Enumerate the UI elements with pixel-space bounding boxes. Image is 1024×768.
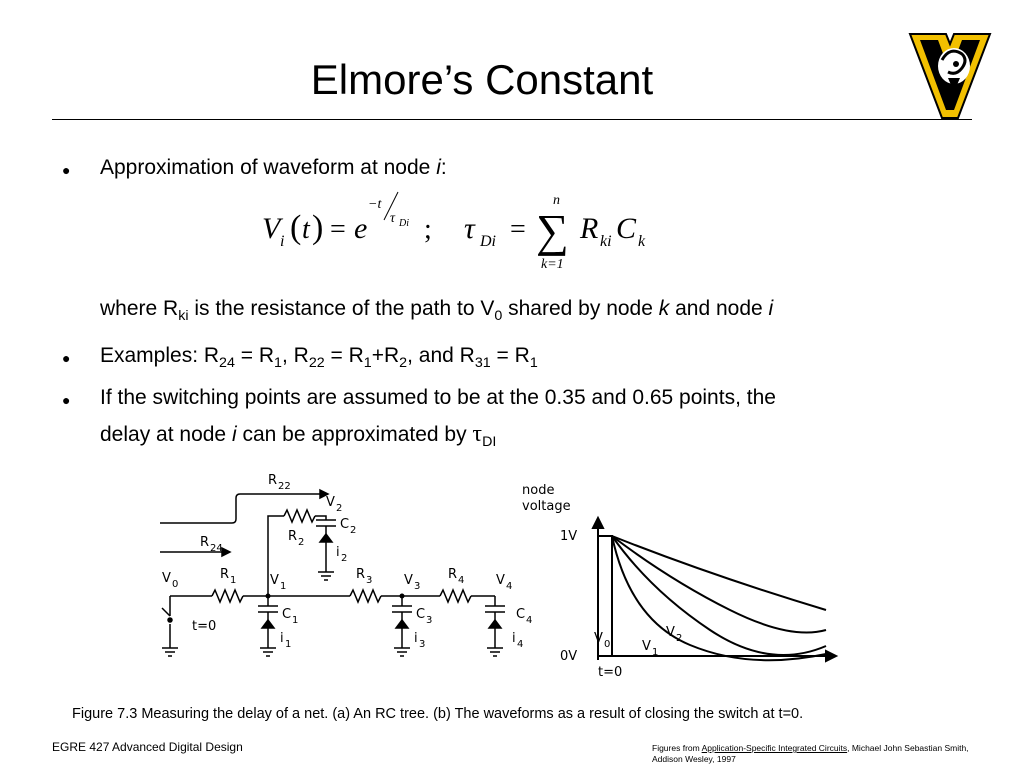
formula-sum: ∑	[536, 205, 569, 256]
formula-exp-tau: τ	[390, 211, 396, 226]
formula-eq: =	[330, 214, 346, 245]
svg-text:C: C	[340, 517, 350, 532]
svg-text:0: 0	[172, 579, 179, 590]
node-dot	[400, 594, 405, 599]
formula-eq2: =	[510, 214, 526, 245]
svg-text:24: 24	[210, 543, 223, 554]
svg-text:i: i	[512, 631, 516, 646]
svg-text:1: 1	[292, 615, 299, 626]
formula-C-sub: k	[638, 233, 646, 250]
svg-text:i: i	[414, 631, 418, 646]
formula-paren-close: )	[312, 209, 324, 246]
formula-V-sub: i	[280, 233, 285, 250]
svg-text:R: R	[356, 567, 366, 582]
svg-text:C: C	[516, 607, 526, 622]
svg-text:2: 2	[350, 525, 357, 536]
ram-logo	[908, 30, 992, 122]
svg-text:4: 4	[517, 639, 524, 650]
bullet-dot: ●	[62, 392, 71, 408]
course-footer: EGRE 427 Advanced Digital Design	[52, 740, 243, 754]
svg-text:R: R	[448, 567, 458, 582]
svg-text:i: i	[280, 631, 284, 646]
svg-text:voltage: voltage	[522, 499, 571, 514]
svg-text:1: 1	[285, 639, 292, 650]
bullet-dot: ●	[62, 162, 71, 178]
formula-C: C	[616, 212, 637, 245]
svg-text:C: C	[282, 607, 292, 622]
formula-R: R	[580, 212, 599, 245]
svg-text:node: node	[522, 483, 555, 498]
source-link[interactable]: Application-Specific Integrated Circuits	[701, 743, 848, 753]
where-line: where $R_{ki}$ is the resistance of the path to $V_0$ shared by node k and node i	[100, 297, 774, 325]
formula-V: V	[262, 212, 281, 245]
formula-paren-open: (	[290, 209, 302, 246]
formula-R-sub: ki	[600, 233, 612, 250]
node-dot	[266, 594, 271, 599]
formula-t: t	[302, 214, 310, 245]
svg-text:V: V	[326, 495, 335, 510]
svg-text:3: 3	[414, 581, 421, 592]
svg-text:22: 22	[278, 481, 291, 492]
svg-text:V: V	[642, 639, 651, 654]
svg-text:t=0: t=0	[192, 619, 217, 634]
formula-e: e	[354, 212, 368, 245]
title-divider	[52, 119, 972, 120]
svg-text:C: C	[416, 607, 426, 622]
formula-exp-sub: Di	[399, 218, 409, 229]
svg-text:R: R	[268, 473, 278, 488]
formula-sum-bottom: k=1	[541, 257, 564, 272]
svg-text:2: 2	[298, 537, 305, 548]
svg-text:1V: 1V	[560, 529, 578, 544]
formula-exp-num: −t	[368, 197, 382, 212]
formula-tau: τ	[464, 212, 475, 245]
svg-text:1: 1	[652, 647, 659, 658]
svg-text:R: R	[288, 529, 298, 544]
svg-text:3: 3	[419, 639, 426, 650]
svg-text:V: V	[404, 573, 413, 588]
svg-text:R: R	[200, 535, 210, 550]
svg-text:4: 4	[526, 615, 533, 626]
svg-text:2: 2	[341, 553, 348, 564]
formula-semicolon: ;	[424, 214, 432, 245]
bullet-examples: Examples: $R_{24} = R_1$, $R_{22} = R_1+R_2$, and $R_{31} = R_1$	[100, 344, 538, 372]
page-title: Elmore’s Constant	[310, 56, 654, 103]
svg-text:3: 3	[366, 575, 373, 586]
svg-text:V: V	[270, 573, 279, 588]
svg-text:t=0: t=0	[598, 665, 623, 680]
bullet-dot: ●	[62, 350, 71, 366]
elmore-formula	[240, 186, 710, 276]
formula-tau-sub: Di	[480, 233, 496, 250]
svg-text:R: R	[220, 567, 230, 582]
svg-text:V: V	[162, 571, 171, 586]
svg-text:4: 4	[506, 581, 513, 592]
svg-text:2: 2	[336, 503, 343, 514]
svg-text:1: 1	[230, 575, 237, 586]
source-citation: Figures from Application-Specific Integrated Circuits, Michael John Sebastian Smith, Addison Wesley, 1997	[652, 743, 969, 764]
svg-text:1: 1	[280, 581, 287, 592]
figure-rc-tree-waveforms	[150, 470, 890, 685]
figure-caption: Figure 7.3 Measuring the delay of a net. (a) An RC tree. (b) The waveforms as a result of closing the switch at t=0.	[72, 706, 804, 722]
svg-text:3: 3	[426, 615, 433, 626]
bullet-approximation: Approximation of waveform at node i:	[100, 156, 447, 179]
svg-text:4: 4	[458, 575, 465, 586]
formula-sum-top: n	[553, 193, 560, 208]
bullet-switching: If the switching points are assumed to be at the 0.35 and 0.65 points, the delay at node i can be approximated by $\tau_{DI}$	[100, 386, 776, 451]
svg-text:0: 0	[604, 639, 611, 650]
svg-text:V: V	[666, 625, 675, 640]
svg-text:2: 2	[676, 633, 683, 644]
svg-text:V: V	[496, 573, 505, 588]
svg-text:V: V	[594, 631, 603, 646]
svg-text:0V: 0V	[560, 649, 578, 664]
svg-text:i: i	[336, 545, 340, 560]
